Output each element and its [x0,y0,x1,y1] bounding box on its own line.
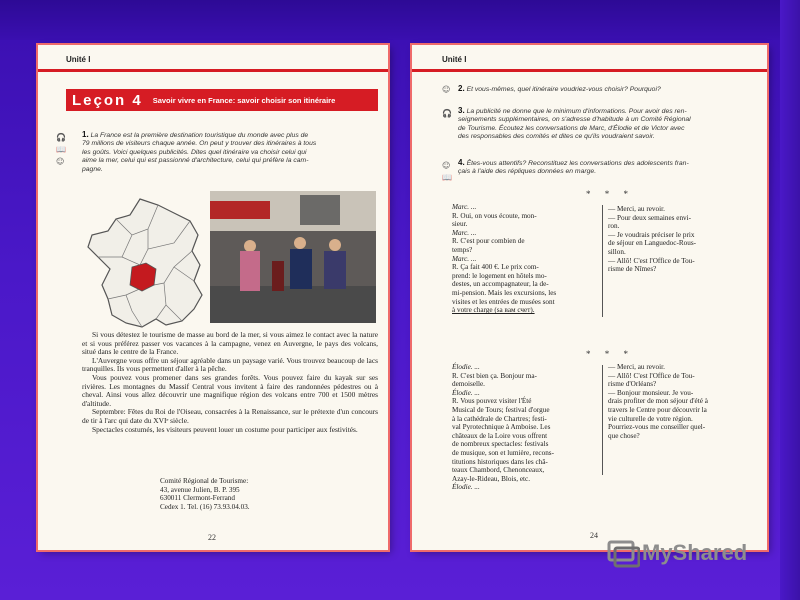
dialogue-line: châteaux de la Loire vous offrent [452,431,548,440]
exercise-1-line: aime la mer, celui qui est passionné d'architecture, celui qui préfère la cam- [82,157,309,165]
dialogue-1-lines [452,203,598,315]
lesson-title: Savoir vivre en France: savoir choisir son itinéraire [152,95,336,105]
dialogue-line: Marc. ... [452,254,477,263]
reply-line: — Merci, au revoir. [608,205,665,213]
section-divider: * * * [586,349,634,359]
header-rule [38,69,388,72]
exercise-1-line: 79 millions de visiteurs chaque année. On peut y trouver des itinéraires à tous [82,140,317,148]
reply-line: sillon. [608,247,626,256]
dialogue-line: val Pyrotechnique à Amboise. Les [452,423,551,432]
lesson-label: Leçon 4 [72,91,143,109]
dialogue-line: à la cathédrale de Chartres; festi- [452,414,547,423]
right-page [412,45,767,550]
lesson-banner [66,89,378,111]
dialogue-line: Marc. ... [452,228,477,237]
exercise-3-line: de Tourisme. Écoutez les conversations de Marc, d'Élodie et de Victor avec [458,124,685,132]
smiley-icon: ☺ [442,161,451,170]
reply-line: — Pour deux semaines envi- [608,213,692,222]
reply-line: Pourriez-vous me conseiller quel- [608,423,706,432]
paragraph: Spectacles costumés, les visiteurs peuvent louer un costume pour participer aux festivités. [92,424,358,434]
exercise-1-number: 1. [82,130,89,139]
exercise-1-line: pagne. [82,165,103,173]
reply-line: — Allô! C'est l'Office de Tou- [608,371,695,380]
address-line: 630011 Clermont-Ferrand [160,494,235,503]
dialogue-line: temps? [452,245,473,254]
page-number: 24 [590,531,598,540]
section-divider: * * * [586,189,634,199]
address-line: 43, avenue Julien, B. P. 395 [160,485,240,494]
exercise-4-line: çais à l'aide des répliques données en marge. [458,168,597,176]
header-rule [412,69,767,72]
dialogue-line: Musical de Tours; festival d'orgue [452,405,550,414]
exercise-4-line: Êtes-vous attentifs? Reconstituez les conversations des adolescents fran- [466,160,689,167]
exercise-2 [458,85,758,94]
dialogue-line: sieur. [452,220,468,229]
unit-header: Unité I [66,55,91,64]
reply-line: — Je voudrais préciser le prix [608,230,695,239]
dialogue-line: Marc. ... [452,203,477,211]
headphones-icon: 🎧 [56,133,66,142]
dialogue-line: de musique, son et lumière, recons- [452,448,554,457]
paragraph: Septembre: Fêtes du Roi de l'Oiseau, consacrées à la Renaissance, sur le prétexte d'un concours de tir à l'arc qui date du XVIᵉ siècle. [82,407,378,425]
exercise-1 [82,131,382,174]
dialogue-line: Élodie. ... [452,388,480,397]
dialogue-line: Élodie. ... [452,363,480,371]
exercise-2-text: Et vous-mêmes, quel itinéraire voudriez-vous choisir? Pourquoi? [466,86,661,93]
exercise-1-line: les goûts. Voici quelques publicités. Dites quel itinéraire va choisir celui qui [82,148,307,156]
exercise-3-line: seignements supplémentaires, on s'adresse d'habitude à un Comité Régional [458,116,691,124]
exercise-3-line: La publicité ne donne que le minimum d'informations. Pour avoir des ren- [466,108,687,115]
unit-header: Unité I [442,55,467,64]
dialogue-line: visites et les entrées de musées sont [452,297,555,306]
reply-line: ron. [608,222,620,231]
dialogue-line: R. Oui, on vous écoute, mon- [452,211,537,220]
dialogue-line: mi-pension. Mais les excursions, les [452,288,557,297]
smiley-icon: ☺ [442,85,451,94]
exercise-3 [458,107,762,142]
dialogue-line: destes, un accompagnateur, la de- [452,280,549,289]
dialogue-line: R. Vous pouvez visiter l'Été [452,397,532,406]
paragraph: L'Auvergne vous offre un séjour agréable dans un paysage varié. Vous trouvez beaucoup de lacs tranquilles. Ils vous permettent d'aller à la pêche. [82,355,378,374]
festival-photo [210,191,376,323]
book-icon: 📖 [442,173,452,182]
dialogue-line: R. Ça fait 400 €. Le prix com- [452,263,539,272]
exercise-4-number: 4. [458,158,465,167]
reply-line: travers le Centre pour découvrir la [608,405,707,414]
contact-address [160,477,250,511]
dialogue-line: R. C'est bien ça. Bonjour ma- [452,371,537,380]
dialogue-line: Azay-le-Rideau, Blois, etc. [452,474,531,483]
myshared-watermark [606,536,766,570]
advertisement-text [82,331,378,434]
reply-line: — Allô! C'est l'Office de Tou- [608,256,695,265]
dialogue-line: à votre charge (sa вам счет). [452,306,535,315]
address-line: Comité Régional de Tourisme: [160,477,249,485]
address-line: Cedex 1. Tel. (16) 73.93.04.03. [160,502,250,511]
reply-line: drais profiter de mon séjour d'été à [608,397,708,406]
reply-line: de séjour en Languedoc-Rous- [608,239,697,248]
dialogue-line: demoiselle. [452,380,485,389]
dialogue-2-replies [608,363,762,440]
exercise-1-line: La France est la première destination touristique du monde avec plus de [90,132,309,139]
france-map [82,195,208,335]
left-page [38,45,388,550]
reply-line: — Merci, au revoir. [608,363,665,371]
exercise-3-line: des responsables des comités et dites ce qu'ils voudraient savoir. [458,133,655,141]
reply-line: vie culturelle de votre région. [608,414,693,423]
dialogue-line: de nombreux spectacles: festivals [452,440,549,449]
exercise-2-number: 2. [458,84,465,93]
dialogue-line: prend: le logement en hôtels mo- [452,271,547,280]
smiley-icon: ☺ [56,157,65,166]
margin-rule [602,365,603,475]
dialogue-2-lines [452,363,598,492]
myshared-logo-icon [606,536,640,570]
page-number: 22 [208,533,216,542]
watermark-text: MyShared [642,540,748,565]
book-icon: 📖 [56,145,66,154]
reply-line: risme d'Orléans? [608,380,657,389]
headphones-icon: 🎧 [442,109,452,118]
dialogue-line: teaux Chambord, Chenonceaux, [452,466,545,475]
paragraph: Vous pouvez vous promener dans ses grandes forêts. Vous pouvez faire du kayak sur ses rivières. Les montagnes du Massif Central vous invitent à faire des randonnées pédestres ou à cheval. Ainsi vous allez découvrir une magnifique région des volcans entre 700 et 1500 mètres d'altitude. [82,372,378,408]
dialogue-line: Élodie. ... [452,483,480,492]
exercise-3-number: 3. [458,106,465,115]
dialogue-line: R. C'est pour combien de [452,237,525,246]
reply-line: que chose? [608,431,640,440]
reply-line: — Bonjour monsieur. Je vou- [608,388,694,397]
exercise-4 [458,159,762,177]
dialogue-1-replies [608,205,762,274]
margin-rule [602,205,603,317]
dialogue-line: titutions historiques dans les châ- [452,457,548,466]
reply-line: risme de Nîmes? [608,265,657,274]
paragraph: Si vous détestez le tourisme de masse au bord de la mer, si vous aimez le contact avec la nature et si vous préférez passer vos vacances à la campagne, venez en Auvergne, le pays des volcans, situé dans le centre de la France. [82,330,378,357]
